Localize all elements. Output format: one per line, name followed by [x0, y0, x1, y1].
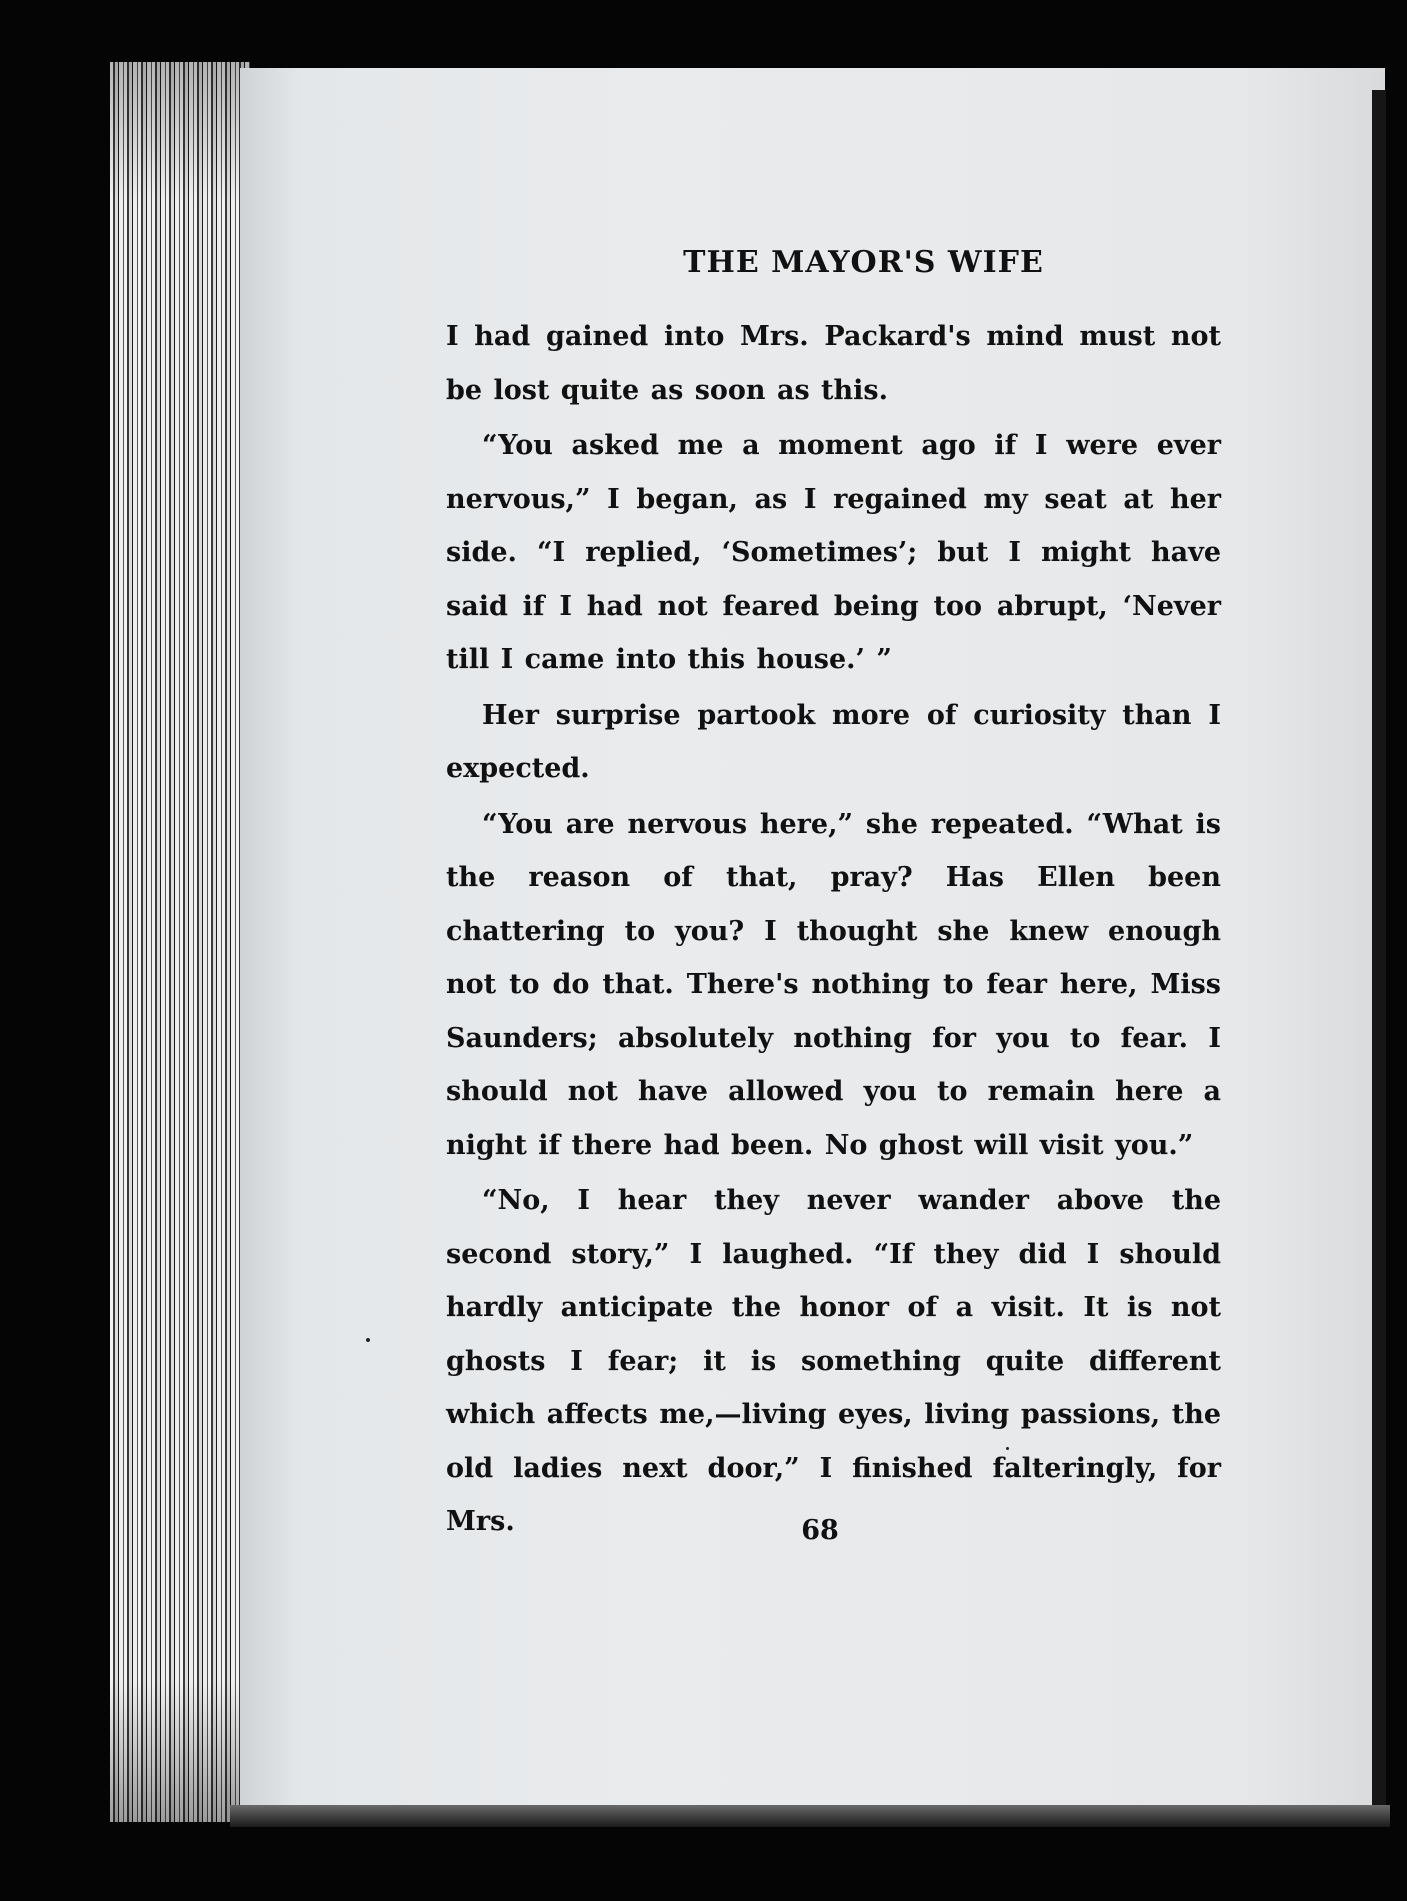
facing-page-edge — [1372, 90, 1386, 1810]
page-number: 68 — [801, 1515, 839, 1546]
paragraph: Her surprise partook more of curiosity than I expected. — [446, 699, 1221, 784]
ink-speck — [366, 1338, 370, 1342]
book-page-edges — [110, 62, 250, 1822]
paragraph: “You asked me a moment ago if I were ever nervous,” I began, as I regained my seat at her side. “I replied, ‘Sometimes’; but I might have said if I had not feared being too abrupt, ‘Never till I came into this house.’ ” — [446, 430, 1221, 675]
page-text — [446, 240, 1221, 1551]
running-head: THE MAYOR'S WIFE — [683, 245, 1044, 280]
paragraph: “No, I hear they never wander above the second story,” I laughed. “If they did I should hardly anticipate the honor of a visit. It is not ghosts I fear; it is something quite different which affects me,—living eyes, living passions, the old ladies next door,” I finished falteringly, for Mrs. — [446, 1185, 1221, 1537]
paragraph: “You are nervous here,” she repeated. “What is the reason of that, pray? Has Ellen been chattering to you? I thought she knew enough not to do that. There's nothing to fear here, Miss Saunders; absolutely nothing for you to fear. I should not have allowed you to remain here a night if there had been. No ghost will visit you.” — [446, 808, 1221, 1161]
paragraph: I had gained into Mrs. Packard's mind must not be lost quite as soon as this. — [446, 321, 1221, 406]
page-bottom-shadow — [230, 1805, 1390, 1827]
